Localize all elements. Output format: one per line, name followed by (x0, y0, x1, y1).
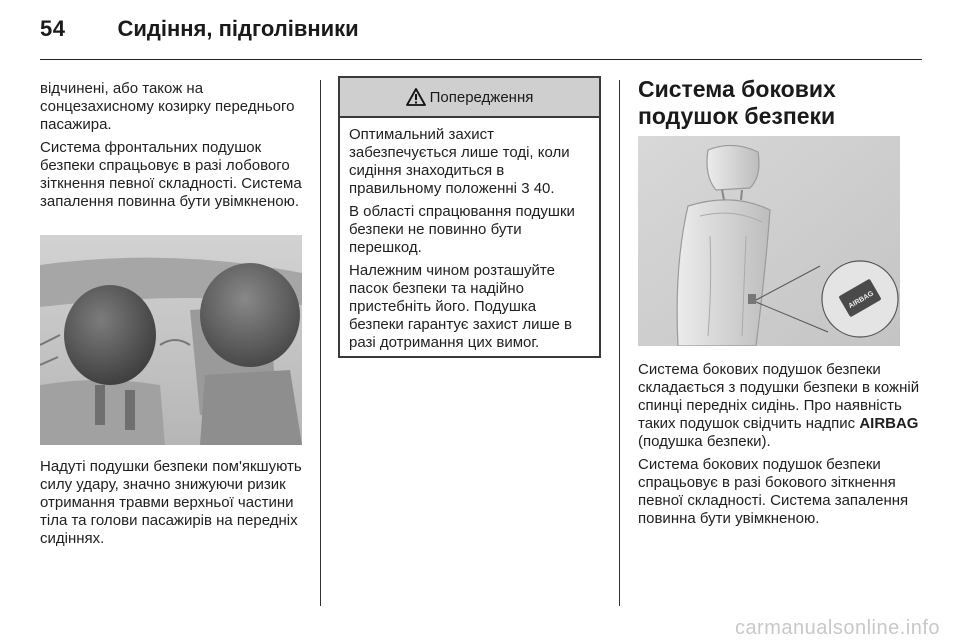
paragraph-side-airbag-system: Система бокових подушок безпеки складається з подушки безпеки в кожній спинці передніх сидінь. Про наявність таких подушок свідчить надпис AIRBAG (подушка безпеки). (638, 361, 920, 450)
page-reference-arrow-icon: 3 (521, 180, 530, 197)
paragraph-passenger-visor: відчинені, або також на сонцезахисному козирку переднього пасажира. (40, 80, 295, 133)
side-airbag-seat-illustration (638, 136, 900, 346)
column-divider-right (619, 80, 620, 606)
paragraph-front-airbag-system: Система фронтальних подушок безпеки спрацьовує в разі лобового зіткнення певної складності. Система запалення повинна бути увімкненою. (40, 139, 302, 210)
warning-body (340, 118, 599, 352)
column-divider-left (320, 80, 321, 606)
header-rule (40, 59, 922, 60)
airbag-label-on-seat: AIRBAG (847, 290, 875, 311)
warning-triangle-icon (406, 88, 426, 106)
running-head: Сидіння, підголівники (117, 16, 359, 41)
page-header (40, 16, 359, 46)
airbag-label-word: AIRBAG (859, 415, 919, 432)
section-title-side-airbags: Система бокових подушок безпеки (638, 76, 836, 129)
front-airbags-illustration (40, 235, 302, 445)
column-3-text (638, 361, 920, 533)
page-reference: 40. (533, 180, 555, 197)
column-1-text (40, 80, 306, 216)
warning-paragraph-2: В області спрацювання подушки безпеки не повинно бути перешкод. (349, 203, 575, 256)
warning-paragraph-1: Оптимальний захист забезпечується лише тоді, коли сидіння знаходиться в правильному положенні 3 40. (349, 126, 570, 197)
warning-header (340, 78, 599, 118)
warning-title: Попередження (429, 88, 534, 106)
warning-box (338, 76, 601, 358)
paragraph-side-airbag-deploy: Система бокових подушок безпеки спрацьовує в разі бокового зіткнення певної складності. Система запалення повинна бути увімкненою. (638, 456, 909, 527)
watermark: carmanualsonline.info (734, 617, 940, 639)
page-number: 54 (40, 16, 66, 41)
warning-paragraph-3: Належним чином розташуйте пасок безпеки та надійно пристебніть його. Подушка безпеки гарантує захист лише в разі дотримання цих вимог. (349, 262, 572, 351)
figure-caption-airbags: Надуті подушки безпеки пом'якшують силу удару, значно знижуючи ризик отримання травми верхньої частини тіла та голови пасажирів на передніх сидіннях. (40, 458, 302, 547)
